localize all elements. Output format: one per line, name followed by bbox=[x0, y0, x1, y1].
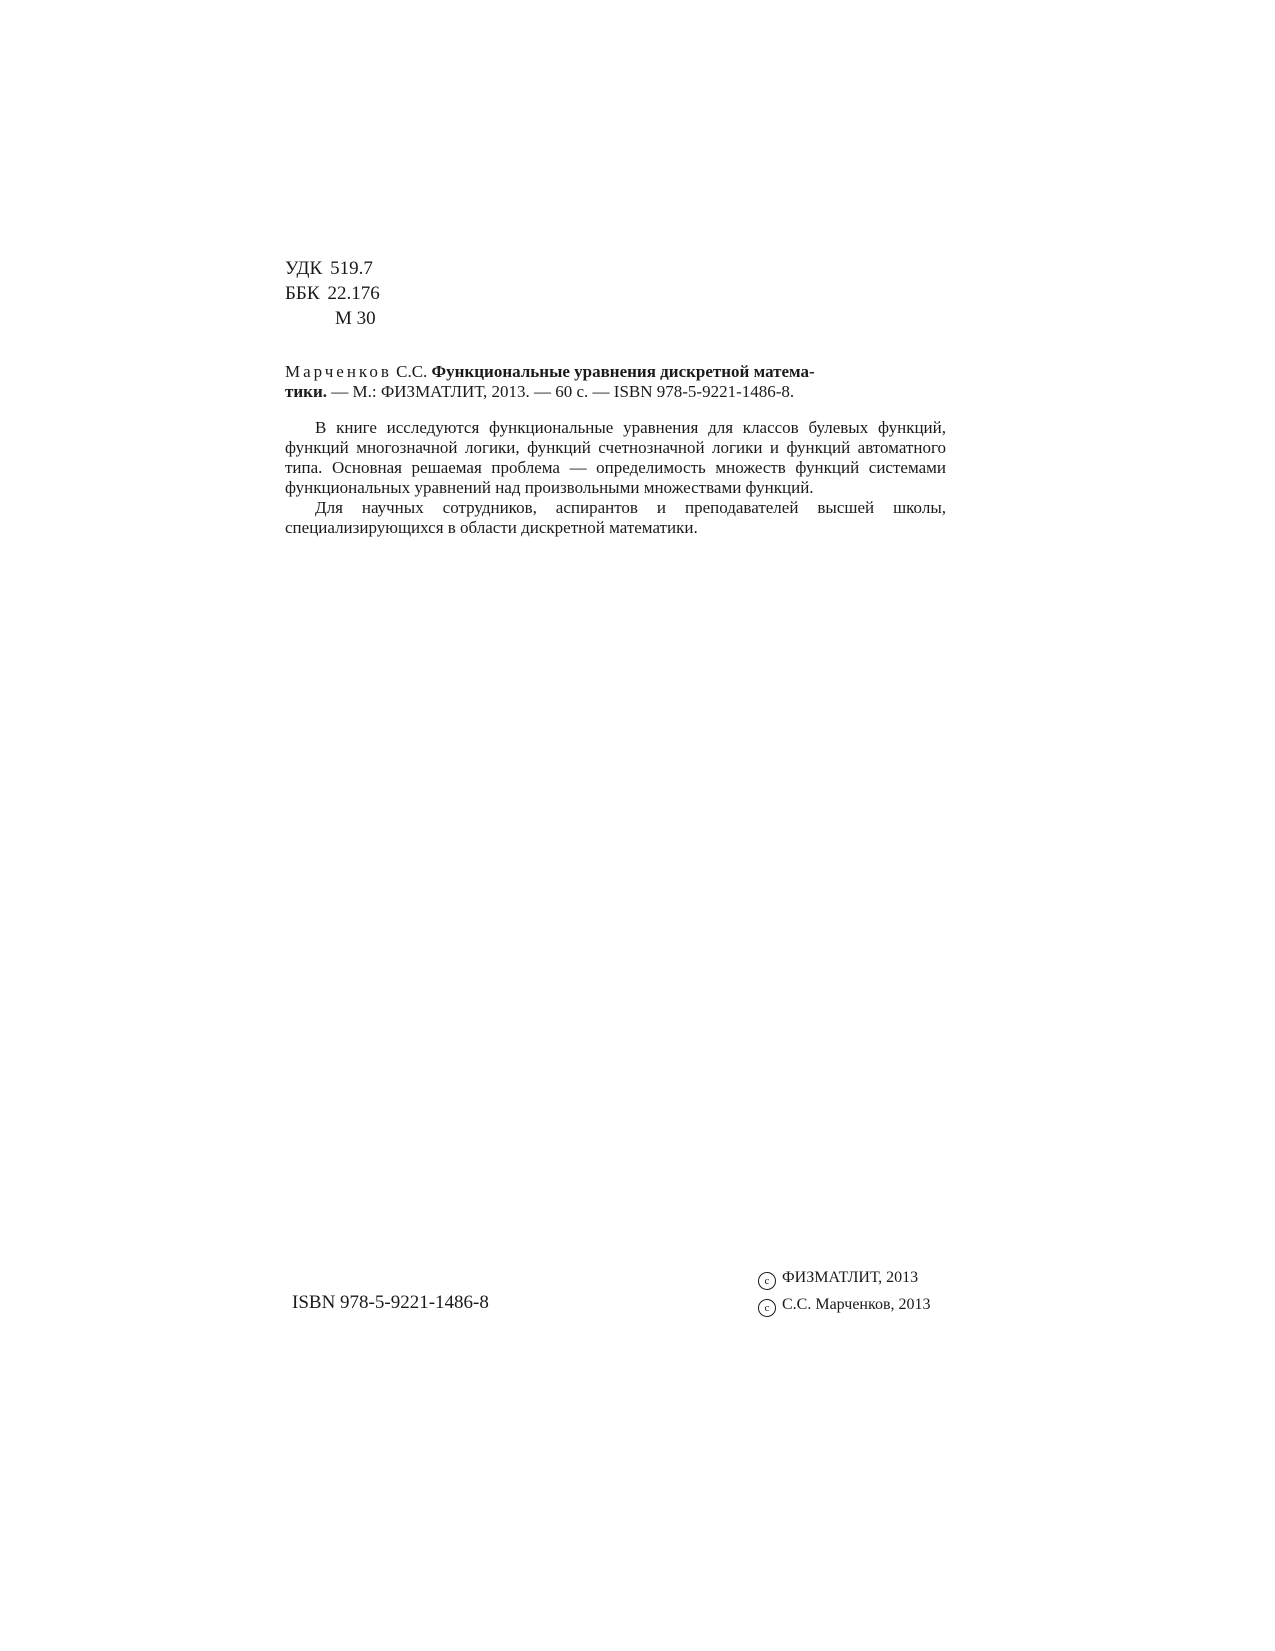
publication-info: — М.: ФИЗМАТЛИТ, 2013. — 60 с. — ISBN 978-5-9221-1486-8. bbox=[331, 382, 795, 401]
classification-block bbox=[285, 256, 380, 331]
author-surname: Марченков bbox=[285, 362, 392, 381]
udk-line bbox=[285, 256, 380, 281]
copyright-block bbox=[758, 1264, 948, 1318]
copyright-author-text: С.С. Марченков, 2013 bbox=[782, 1296, 931, 1313]
copyright-publisher-text: ФИЗМАТЛИТ, 2013 bbox=[782, 1269, 919, 1286]
bbk-label: ББК bbox=[285, 283, 320, 304]
copyright-icon: c bbox=[758, 1272, 776, 1290]
author-sign: М 30 bbox=[335, 308, 376, 329]
abstract-block bbox=[285, 418, 946, 538]
abstract-paragraph-1: В книге исследуются функциональные уравнения для классов булевых функций, функций многозначной логики, функций счетнозначной логики и функций автоматного типа. Основная решаемая проблема — определимость множеств функций системами функциональных уравнений над произвольными множествами функций. bbox=[285, 418, 946, 497]
book-title-part1: Функциональные уравнения дискретной матема- bbox=[431, 362, 815, 381]
author-initials: С.С. bbox=[396, 362, 428, 381]
isbn-number: ISBN 978-5-9221-1486-8 bbox=[292, 1292, 489, 1313]
udk-code: 519.7 bbox=[330, 258, 373, 279]
bbk-line bbox=[285, 281, 380, 306]
bbk-code: 22.176 bbox=[327, 283, 380, 304]
book-title-part2: тики. bbox=[285, 382, 327, 401]
copyright-icon: c bbox=[758, 1299, 776, 1317]
abstract-paragraph-2: Для научных сотрудников, аспирантов и преподавателей высшей школы, специализирующихся в области дискретной математики. bbox=[285, 498, 946, 537]
udk-label: УДК bbox=[285, 258, 323, 279]
bibliographic-record bbox=[285, 362, 946, 402]
copyright-author bbox=[758, 1291, 948, 1318]
copyright-publisher bbox=[758, 1264, 948, 1291]
